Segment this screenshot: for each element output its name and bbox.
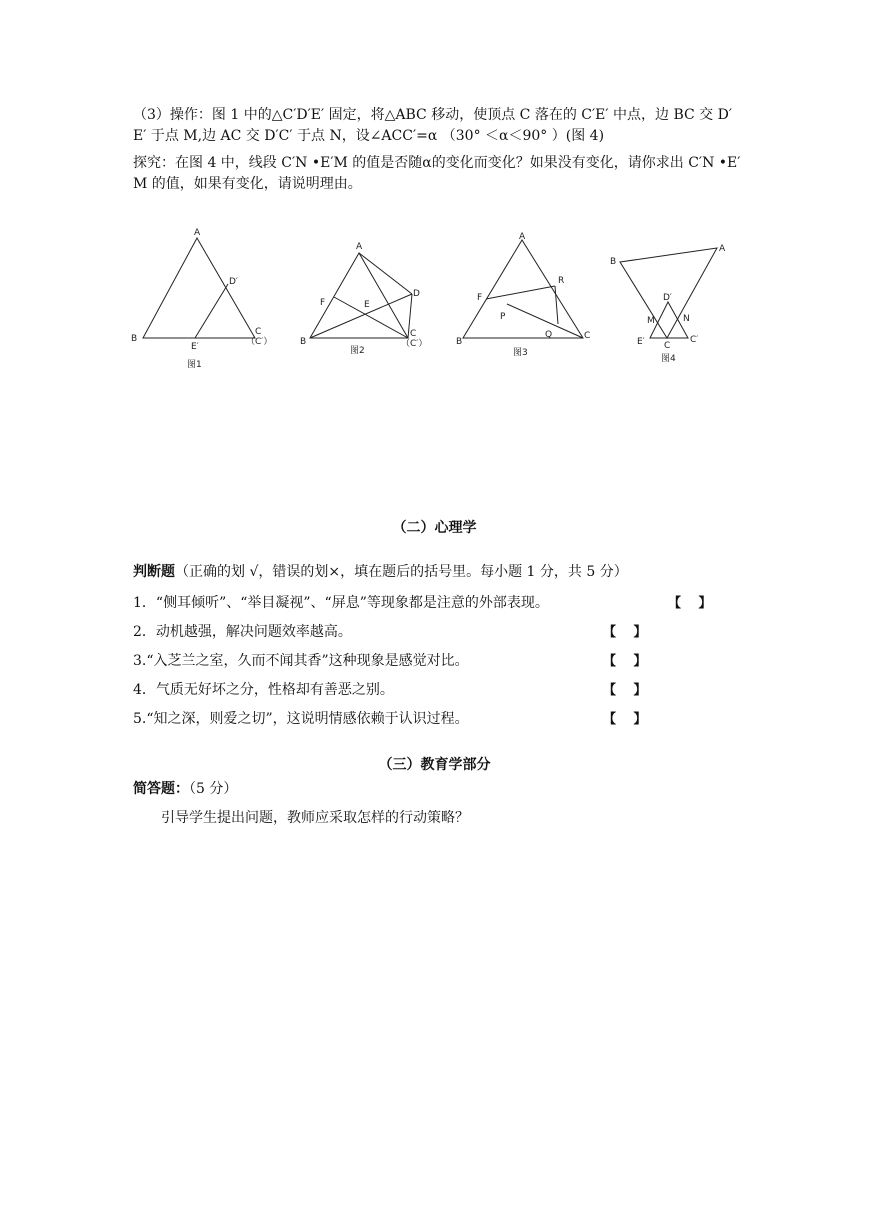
fig4-label-dp: D′ — [663, 293, 672, 303]
fig1-label-cp: （C′） — [246, 337, 273, 347]
judgment-item-1: 1．“侧耳倾听”、“举目凝视”、“屏息”等现象都是注意的外部表现。 — [133, 595, 549, 611]
answer-bracket-2[interactable]: 【 】 — [603, 625, 647, 640]
fig4-label-cp: C′ — [690, 335, 699, 345]
fig3-label-b: B — [456, 337, 463, 347]
fig4-label-c: C — [664, 341, 671, 351]
section3-line3: 探究：在图 4 中，线段 C′N •E′M 的值是否随α的变化而变化？如果没有变化，请你求出 C′N •E′ — [133, 155, 741, 171]
judgment-intro — [133, 561, 628, 581]
fig1-triangle-dpep — [195, 284, 228, 338]
psychology-heading: （二）心理学 — [392, 520, 477, 536]
fig4-label-ep: E′ — [637, 337, 645, 347]
fig1-label-b: B — [131, 334, 138, 344]
fig4-label-m: M — [647, 316, 655, 326]
fig1-triangle-abc — [143, 238, 255, 338]
section3-line4: M 的值，如果有变化，请说明理由。 — [133, 176, 362, 192]
geometry-figures — [0, 220, 869, 400]
fig3-caption: 图3 — [513, 348, 528, 358]
fig3-label-p: P — [500, 312, 506, 322]
fig4-label-a: A — [719, 244, 726, 254]
fig1-caption: 图1 — [187, 360, 202, 370]
fig2-label-f: F — [320, 298, 326, 308]
short-answer-title: 简答题： — [133, 781, 189, 797]
fig3-line-fr — [486, 286, 555, 299]
fig3-line-rq — [555, 286, 558, 324]
short-answer-label — [133, 778, 237, 798]
answer-bracket-4[interactable]: 【 】 — [603, 683, 647, 698]
fig2-label-e: E — [364, 300, 370, 310]
fig2-line-fc — [334, 297, 408, 338]
fig3-label-c: C — [584, 331, 591, 341]
fig1-label-c: C — [255, 327, 262, 337]
education-heading: （三）教育学部分 — [378, 757, 491, 773]
answer-bracket-3[interactable]: 【 】 — [603, 654, 647, 669]
fig3-label-q: Q — [545, 330, 553, 340]
fig2-line-ad — [359, 253, 412, 294]
fig3-label-a: A — [519, 232, 526, 242]
judgment-item-3: 3.“入芝兰之室，久而不闻其香”这种现象是感觉对比。 — [133, 653, 469, 669]
fig2-label-d: D — [413, 289, 420, 299]
short-answer-question: 引导学生提出问题，教师应采取怎样的行动策略？ — [161, 810, 469, 826]
judgment-instructions: （正确的划 √，错误的划×，填在题后的括号里。每小题 1 分，共 5 分） — [175, 564, 628, 580]
fig4-caption: 图4 — [661, 354, 676, 364]
fig2-label-a: A — [356, 242, 363, 252]
judgment-item-2: 2．动机越强，解决问题效率越高。 — [133, 624, 352, 640]
section3-line1: （3）操作：图 1 中的△C′D′E′ 固定，将△ABC 移动，使顶点 C 落在的 C′E′ 中点，边 BC 交 D′ — [133, 107, 733, 123]
fig3-label-f: F — [477, 293, 483, 303]
fig2-label-cp: （C′） — [401, 339, 428, 349]
judgment-item-5: 5.“知之深，则爱之切”，这说明情感依赖于认识过程。 — [133, 711, 469, 727]
fig2-triangle-abc — [310, 253, 408, 338]
fig1-label-dp: D′ — [229, 277, 238, 287]
section3-line2: E′ 于点 M,边 AC 交 D′C′ 于点 N，设∠ACC′=α （30° ＜α＜90° ）(图 4) — [133, 128, 605, 144]
fig2-label-b: B — [300, 337, 307, 347]
judgment-label: 判断题 — [133, 564, 175, 580]
fig4-label-n: N — [683, 314, 690, 324]
fig3-triangle-abc — [463, 240, 583, 338]
answer-bracket-1[interactable]: 【 】 — [668, 596, 712, 611]
fig2-caption: 图2 — [350, 346, 365, 356]
fig1-label-a: A — [194, 228, 201, 238]
short-answer-points: （5 分） — [189, 781, 238, 797]
fig2-label-c: C — [410, 329, 417, 339]
judgment-item-4: 4．气质无好坏之分，性格却有善恶之别。 — [133, 682, 394, 698]
fig3-label-r: R — [558, 276, 565, 286]
fig1-label-ep: E′ — [191, 342, 199, 352]
fig4-label-b: B — [610, 257, 617, 267]
answer-bracket-5[interactable]: 【 】 — [603, 712, 647, 727]
